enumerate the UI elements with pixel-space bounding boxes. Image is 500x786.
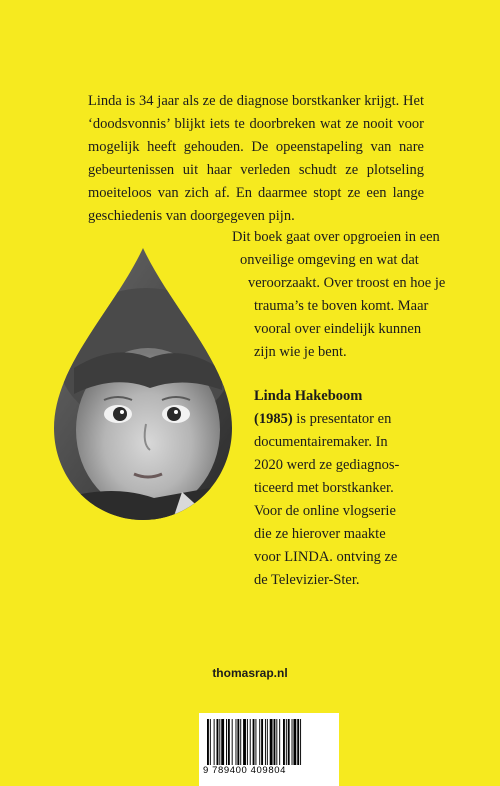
blurb-paragraph-2 xyxy=(232,226,444,364)
author-name: Linda Hakeboom xyxy=(254,388,363,404)
barcode-bar xyxy=(255,719,256,765)
barcode-bar xyxy=(226,719,227,765)
author-bio-line: die ze hierover maakte xyxy=(254,526,386,542)
teardrop-portrait-photo xyxy=(54,248,232,520)
barcode-bar xyxy=(228,719,230,765)
isbn-number: 9 789400 409804 xyxy=(203,765,286,776)
author-bio-line: Voor de online vlogserie xyxy=(254,503,396,519)
barcode-bar xyxy=(276,719,277,765)
barcode-bar xyxy=(288,719,290,765)
blurb-paragraph-2-line: trauma’s te boven komt. Maar xyxy=(254,298,429,314)
barcode-bar xyxy=(236,719,237,765)
author-bio-line: de Televizier-Ster. xyxy=(254,572,360,588)
barcode-bar xyxy=(283,719,285,765)
barcode-bar xyxy=(237,719,239,765)
barcode-label xyxy=(199,713,339,786)
author-bio-line: ticeerd met borstkanker. xyxy=(254,480,394,496)
barcode-bar xyxy=(297,719,299,765)
barcode-bar xyxy=(259,719,260,765)
blurb-paragraph-2-line: vooral over eindelijk kunnen xyxy=(254,321,422,337)
author-bio-line: voor LINDA. ontving ze xyxy=(254,549,398,565)
barcode-bar xyxy=(207,719,209,765)
author-bio-text: is presentator en xyxy=(292,411,392,427)
barcode-bar xyxy=(253,719,255,765)
barcode-bar xyxy=(219,719,220,765)
barcode-bar xyxy=(270,719,273,765)
barcode-bar xyxy=(274,719,276,765)
author-bio-line: 2020 werd ze gediagnos- xyxy=(254,457,400,473)
barcode-bar xyxy=(265,719,266,765)
blurb-paragraph-2-line: onveilige omgeving en wat dat xyxy=(240,252,419,268)
barcode-bar xyxy=(279,719,280,765)
blurb-paragraph-1: Linda is 34 jaar als ze de diagnose borstkanker krijgt. Het ‘doodsvonnis’ blijkt iets te doorbreken wat ze nooit voor mogelijk heeft gehouden. De opeenstapeling van nare gebeurtenissen uit haar verleden schudt ze plotseling moeiteloos van zich af. En daarmee stopt ze een lange geschiedenis van doorgegeven pijn. xyxy=(88,93,424,224)
barcode-bar xyxy=(286,719,287,765)
barcode-bar xyxy=(210,719,211,765)
barcode-bar xyxy=(221,719,224,765)
barcode-bar xyxy=(240,719,241,765)
author-bio-line: documentairemaker. In xyxy=(254,434,388,450)
publisher-url: thomasrap.nl xyxy=(212,666,288,680)
barcode-bar xyxy=(214,719,215,765)
barcode-bar xyxy=(243,719,246,765)
barcode-bar xyxy=(267,719,268,765)
barcode-bar xyxy=(232,719,233,765)
barcode-bar xyxy=(293,719,296,765)
barcode-bar xyxy=(250,719,251,765)
blurb-paragraph-2-line: Dit boek gaat over opgroeien in een xyxy=(232,229,440,245)
barcode-bar xyxy=(300,719,301,765)
author-bio xyxy=(254,385,444,592)
barcode-bar xyxy=(292,719,293,765)
ean-barcode-icon xyxy=(207,719,331,765)
blurb-paragraph-2-line: zijn wie je bent. xyxy=(254,344,347,360)
barcode-bar xyxy=(261,719,263,765)
blurb-paragraph-2-line: veroorzaakt. Over troost en hoe je xyxy=(248,275,446,291)
barcode-bar xyxy=(247,719,248,765)
barcode-bar xyxy=(217,719,219,765)
author-year: (1985) xyxy=(254,411,293,427)
